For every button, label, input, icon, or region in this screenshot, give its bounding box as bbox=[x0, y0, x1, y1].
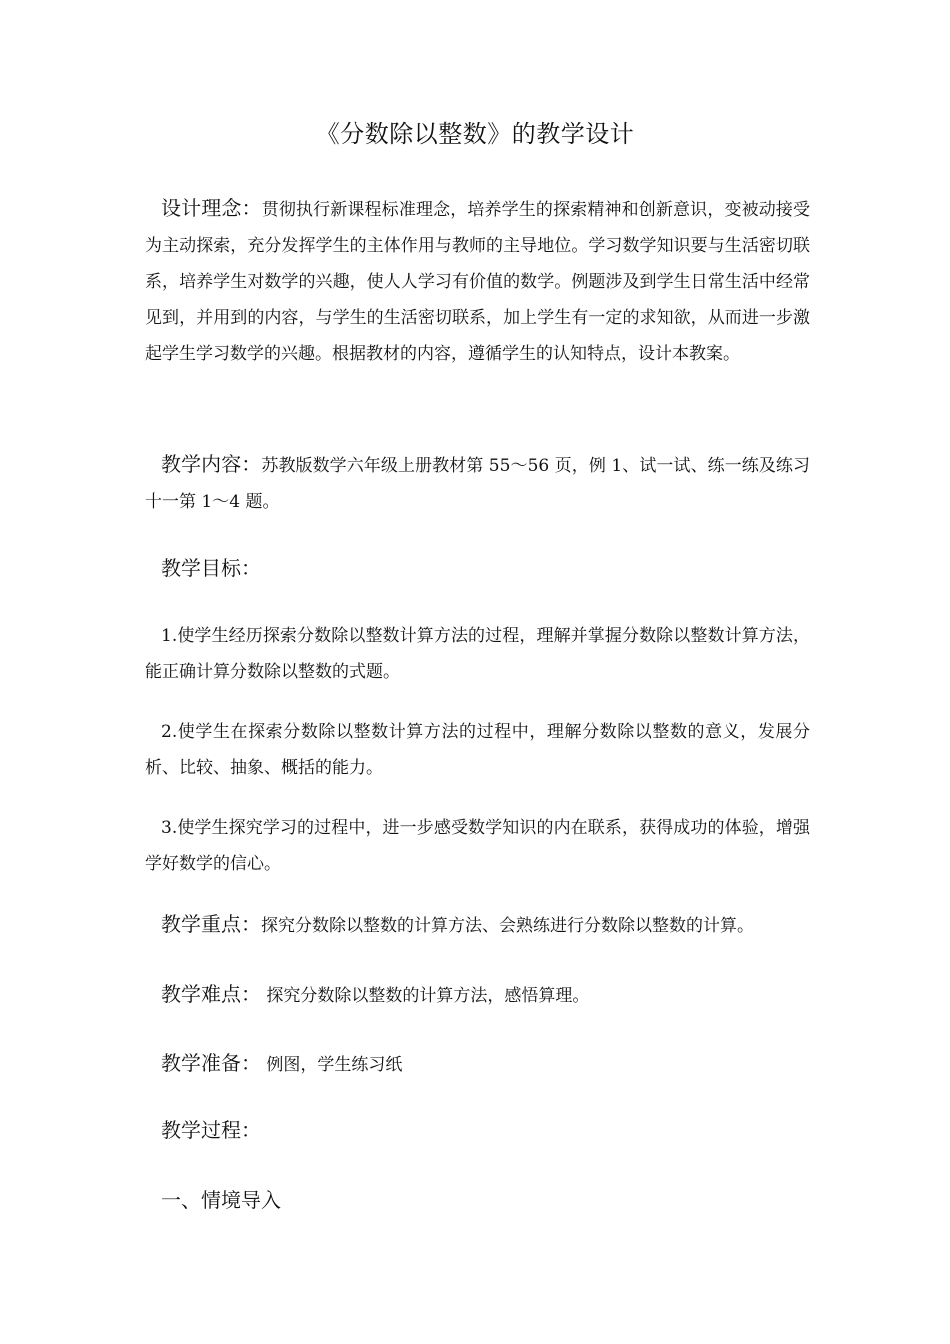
teaching-goal-item: 3.使学生探究学习的过程中，进一步感受数学知识的内在联系，获得成功的体验，增强学好数学的信心。 bbox=[145, 818, 810, 874]
teaching-content-paragraph bbox=[145, 446, 810, 520]
preparation-paragraph bbox=[145, 1045, 810, 1083]
key-point-label: 教学重点： bbox=[161, 912, 261, 936]
difficulty-paragraph bbox=[145, 976, 810, 1014]
key-point-paragraph bbox=[145, 906, 810, 944]
key-point-text: 探究分数除以整数的计算方法、会熟练进行分数除以整数的计算。 bbox=[261, 916, 754, 936]
teaching-process-heading: 教学过程： bbox=[161, 1118, 261, 1142]
design-concept-paragraph bbox=[145, 190, 810, 372]
difficulty-text: 探究分数除以整数的计算方法，感悟算理。 bbox=[261, 986, 590, 1006]
preparation-text: 例图，学生练习纸 bbox=[261, 1055, 403, 1075]
teaching-goal-item: 1.使学生经历探索分数除以整数计算方法的过程，理解并掌握分数除以整数计算方法，能正确计算分数除以整数的式题。 bbox=[145, 626, 810, 682]
teaching-goals-heading: 教学目标： bbox=[161, 556, 261, 580]
design-concept-label: 设计理念： bbox=[161, 196, 262, 220]
teaching-content-text: 苏教版数学六年级上册教材第 55～56 页，例 1、试一试、练一练及练习十一第 1～4 题。 bbox=[145, 456, 811, 512]
preparation-label: 教学准备： bbox=[161, 1051, 261, 1075]
part-one-heading: 一、情境导入 bbox=[161, 1188, 281, 1212]
difficulty-label: 教学难点： bbox=[161, 982, 261, 1006]
document-title: 《分数除以整数》的教学设计 bbox=[315, 120, 635, 148]
teaching-content-label: 教学内容： bbox=[161, 452, 262, 476]
design-concept-text: 贯彻执行新课程标准理念，培养学生的探索精神和创新意识，变被动接受为主动探索，充分发挥学生的主体作用与教师的主导地位。学习数学知识要与生活密切联系，培养学生对数学的兴趣，使人人学习有价值的数学。例题涉及到学生日常生活中经常见到，并用到的内容，与学生的生活密切联系，加上学生有一定的求知欲，从而进一步激起学生学习数学的兴趣。根据教材的内容，遵循学生的认知特点，设计本教案。 bbox=[145, 200, 811, 364]
teaching-goal-item: 2.使学生在探索分数除以整数计算方法的过程中，理解分数除以整数的意义，发展分析、比较、抽象、概括的能力。 bbox=[145, 722, 810, 778]
